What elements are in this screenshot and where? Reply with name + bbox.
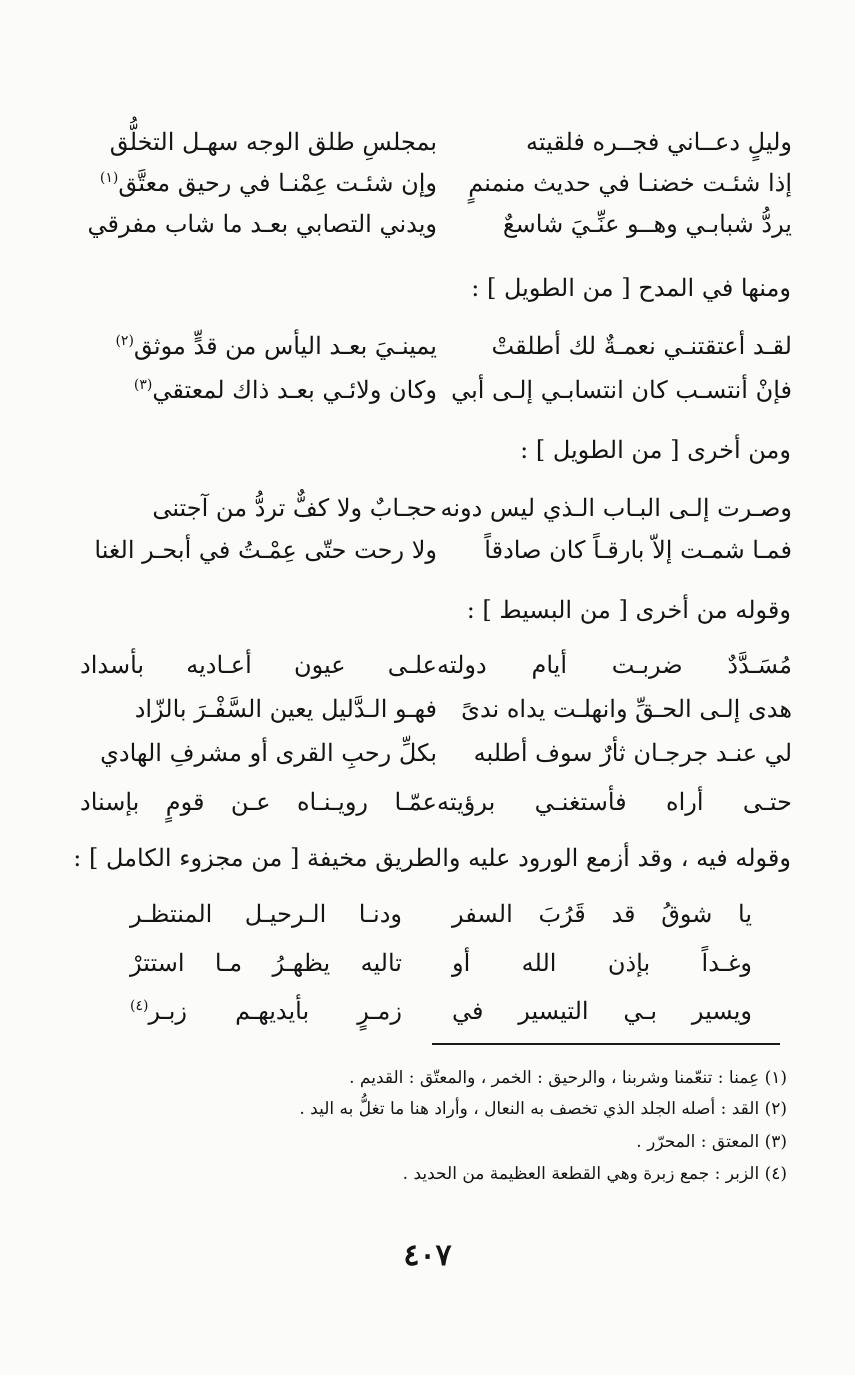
second-hemistich <box>80 378 437 402</box>
second-hemistich: حجـابٌ ولا كفٌّ تردُّ من آجتنى <box>152 494 437 522</box>
first-hemistich: هدى إلـى الحـقِّ وانهلـت يداه ندىً <box>461 695 792 723</box>
footnote-marker: (٢) <box>115 333 134 349</box>
footnote: (٣) المعتق : المحرّر . <box>636 1132 787 1152</box>
verse-line <box>130 988 752 1034</box>
second-hemistich: ودنـا الـرحيـل المنتظـر <box>130 900 402 928</box>
second-hemistich: ويدني التصابي بعـد ما شاب مفرقي <box>87 210 437 238</box>
hemistich-text: وكان ولائـي بعـد ذاك لمعتقي <box>152 376 437 404</box>
second-hemistich: عمّـا رويـنـاه عـن قومٍ بإسناد <box>80 788 437 816</box>
first-hemistich: فإنْ أنتسـب كان انتسابـي إلـى أبي <box>451 376 792 404</box>
first-hemistich: إذا شئـت خضنـا في حديث منمنمٍ <box>468 169 792 197</box>
first-hemistich: مُسَـدَّدٌ ضربـت أيام دولته <box>437 651 792 679</box>
footnote-marker: (٣) <box>133 377 153 393</box>
section-intro: وقوله من أخرى [ من البسيط ] : <box>466 596 791 624</box>
second-hemistich: فهـو الـدَّليل يعين السَّفْـرَ بالزّاد <box>134 695 437 723</box>
first-hemistich: وليلٍ دعــاني فجــره فلقيته <box>525 128 792 156</box>
first-hemistich: وغـداً بإذن الله أو <box>452 949 752 977</box>
hemistich-text: يمينـيَ بعـد اليأس من قدٍّ موثق <box>133 332 437 360</box>
second-hemistich: علـى عيون أعـاديه بأسداد <box>80 651 437 679</box>
verse-line <box>80 684 792 734</box>
footnote: (٤) الزبر : جمع زبرة وهي القطعة العظيمة من الحديد . <box>402 1164 787 1184</box>
verse-line <box>80 728 792 778</box>
hemistich-text: زمـرٍ بأيديهـم زبـر <box>148 997 402 1025</box>
footnote: (٢) القد : أصله الجلد الذي تخصف به النعال ، وأراد هنا ما تغلُّ به اليد . <box>299 1099 787 1119</box>
verse-line <box>80 525 792 575</box>
second-hemistich <box>80 334 437 358</box>
hemistich-text: وإن شئـت عِمْنـا في رحيق معتَّق <box>118 169 437 197</box>
footnote-marker: (١) <box>99 170 119 186</box>
second-hemistich <box>80 171 437 195</box>
first-hemistich: لي عنـد جرجـان ثأرٌ سوف أطلبه <box>473 739 792 767</box>
footnote: (١) عِمنا : تنعّمنا وشربنا ، والرحيق : الخمر ، والمعتّق : القديم . <box>349 1068 787 1088</box>
first-hemistich: لقـد أعتقتنـي نعمـةٌ لك أطلقتْ <box>491 332 792 360</box>
second-hemistich: بكلِّ رحبِ القرى أو مشرفِ الهادي <box>100 739 437 767</box>
first-hemistich: ويسير بـي التيسير في <box>452 997 752 1025</box>
verse-line <box>80 365 792 415</box>
footnote-marker: (٤) <box>130 998 149 1014</box>
verse-line <box>130 891 752 937</box>
first-hemistich: يردُّ شبابـي وهــو عنِّـيَ شاسعٌ <box>502 210 792 238</box>
section-intro: ومن أخرى [ من الطويل ] : <box>520 436 791 464</box>
verse-line <box>130 940 752 986</box>
verse-line <box>80 777 792 827</box>
section-intro: ومنها في المدح [ من الطويل ] : <box>471 274 791 302</box>
verse-line <box>80 321 792 371</box>
second-hemistich: تاليه يظهـرُ مـا استترْ <box>130 949 402 977</box>
second-hemistich: ولا رحت حتّى عِمْـتُ في أبحـر الغنا <box>94 536 437 564</box>
second-hemistich: بمجلسِ طلق الوجه سهـل التخلُّق <box>109 128 437 156</box>
verse-line <box>80 199 792 249</box>
first-hemistich: وصـرت إلـى البـاب الـذي ليس دونه <box>440 494 792 522</box>
page-number: ٤٠٧ <box>403 1238 452 1273</box>
section-intro: وقوله فيه ، وقد أزمع الورود عليه والطريق مخيفة [ من مجزوء الكامل ] : <box>73 844 791 872</box>
first-hemistich: حتـى أراه فأستغنـي برؤيته <box>437 788 792 816</box>
footnote-divider <box>432 1043 780 1045</box>
second-hemistich <box>130 999 402 1023</box>
first-hemistich: يا شوقُ قد قَرُبَ السفر <box>452 900 752 928</box>
verse-line <box>80 640 792 690</box>
first-hemistich: فمـا شمـت إلاّ بارقـاً كان صادقاً <box>484 536 792 564</box>
